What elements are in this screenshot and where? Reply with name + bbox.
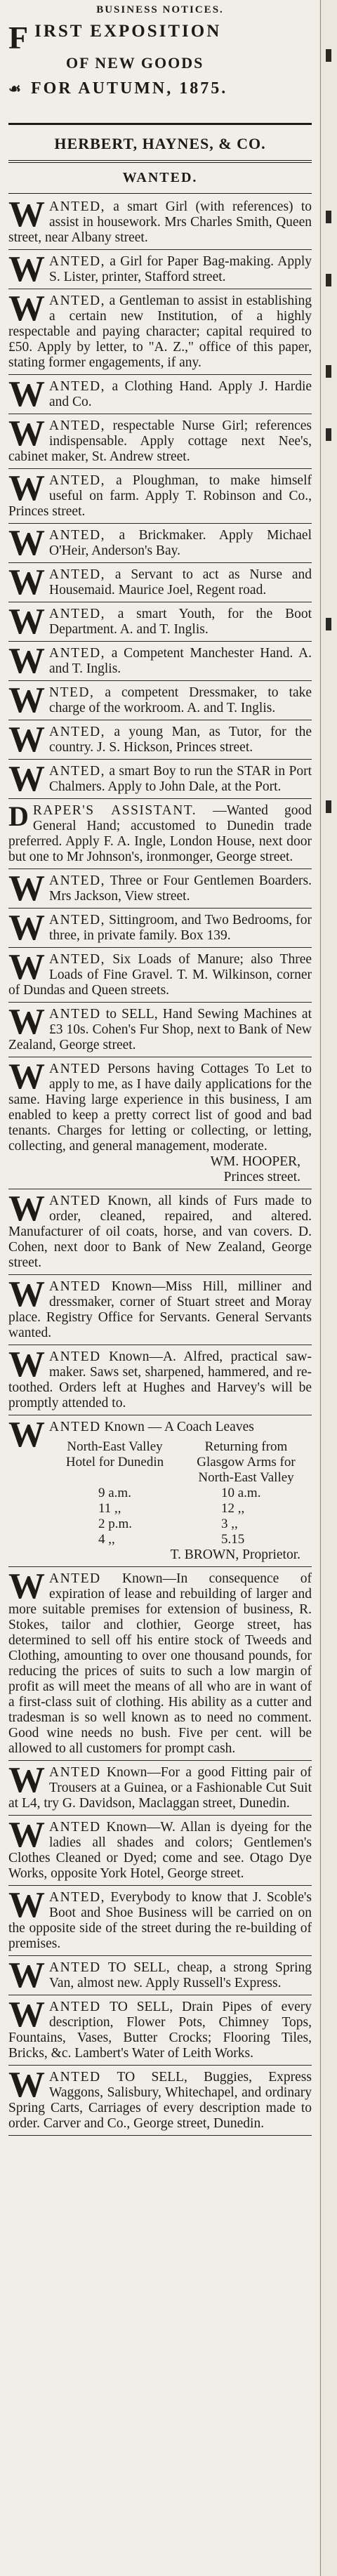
ad-signature-address: Princes street. <box>223 1170 300 1184</box>
ad-drop-cap: W <box>8 759 45 799</box>
ad-drop-cap: W <box>8 947 45 987</box>
classified-ad <box>8 1057 312 1189</box>
wanted-heading: WANTED. <box>122 170 198 185</box>
ad-lead-word: ANTED, <box>49 764 105 779</box>
classified-ad <box>8 1886 312 1956</box>
ad-lead-word: ANTED, <box>49 528 105 543</box>
ad-body: a smart Youth, for the Boot Department. A. and T. Inglis. <box>49 607 312 637</box>
ad-lead-word: ANTED <box>49 1820 101 1835</box>
exposition-line-3 <box>8 79 227 98</box>
ad-body: a Gentleman to assist in establishing a certain new Institution, of a highly respectable and paying character; capital required to £50. Apply by letter, to "A. Z.," office of this paper, stating former engagements, if any. <box>8 293 312 370</box>
classified-ad <box>8 1345 312 1415</box>
ad-drop-cap: W <box>8 2065 45 2105</box>
ad-body: Known, all kinds of Furs made to order, cleaned, repaired, and altered. Manufacturer of oil coats, horse, and van covers. D. Cohen, next door to Bank of New Zealand, George street. <box>8 1194 312 1270</box>
classified-ad <box>8 524 312 563</box>
ad-drop-cap: W <box>8 1345 45 1385</box>
ad-drop-cap: W <box>8 194 45 235</box>
exposition-drop-cap: F <box>8 20 31 55</box>
ad-body: a young Man, as Tutor, for the country. J. S. Hickson, Princes street. <box>49 725 312 755</box>
coach-time: 2 p.m. <box>98 1517 133 1531</box>
classified-ad <box>8 681 312 720</box>
classified-ad <box>8 375 312 414</box>
ad-lead-word: ANTED, <box>49 1890 105 1905</box>
ad-drop-cap: W <box>8 680 45 720</box>
ad-lead-word: ANTED <box>49 1571 101 1586</box>
classified-ads-list <box>8 195 312 2136</box>
ad-drop-cap: W <box>8 908 45 948</box>
ad-drop-cap: W <box>8 1955 45 1995</box>
ad-lead-word: NTED, <box>49 685 95 700</box>
classified-ad <box>8 1275 312 1345</box>
classified-ad <box>8 1995 312 2066</box>
coach-time: 4 ,, <box>98 1532 115 1547</box>
classified-ad <box>8 909 312 948</box>
ad-lead-word: ANTED <box>49 1349 101 1364</box>
classified-ad <box>8 1189 312 1275</box>
ad-body: Persons having Cottages To Let to apply to me, as I have daily applications for the same. Having large experience in this business, I am enabled to keep a pretty correct list of good and bad tenants. Charges for letting or collecting, or letting, collecting, and general management, moderate. <box>8 1062 312 1154</box>
ad-drop-cap: W <box>8 1815 45 1855</box>
ad-body: —Wanted good General Hand; accustomed to Dunedin trade preferred. Apply F. A. Ingle, London House, next door but one to Mr Johnson's, ironmonger, George street. <box>8 803 312 864</box>
ad-drop-cap: W <box>8 562 45 602</box>
ad-lead-word: ANTED <box>49 1062 101 1076</box>
ad-lead-word: ANTED, <box>49 725 105 739</box>
ad-lead-word: ANTED, <box>49 567 105 582</box>
ad-body: Known—Miss Hill, milliner and dressmaker, corner of Stuart street and Moray place. Registry Office for Servants. General Servants wanted. <box>8 1279 312 1340</box>
ad-body: TO SELL, Drain Pipes of every description, Flower Pots, Chimney Tops, Fountains, Vases, Butter Crocks; Flooring Tiles, Bricks, &c. Lambert's Water of Leith Works. <box>8 2000 312 2061</box>
classified-ad <box>8 799 312 869</box>
adjacent-column-fragment <box>324 0 337 2576</box>
ad-drop-cap: D <box>8 800 29 832</box>
ad-drop-cap: W <box>8 374 45 414</box>
ad-drop-cap: W <box>8 868 45 909</box>
divider <box>8 193 312 194</box>
coach-time: 10 a.m. <box>221 1486 261 1500</box>
section-heading: BUSINESS NOTICES. <box>96 4 224 15</box>
ad-body: to SELL, Hand Sewing Machines at £3 10s. Cohen's Fur Shop, next to Bank of New Zealand, George street. <box>8 1007 312 1052</box>
text-fragment <box>326 365 331 378</box>
ad-body: a smart Boy to run the STAR in Port Chalmers. Apply to John Dale, at the Port. <box>49 764 312 794</box>
ad-lead-word: ANTED <box>49 1960 101 1975</box>
divider <box>8 160 312 161</box>
ad-lead-word: ANTED, <box>49 607 105 621</box>
ad-lead-word: ANTED, <box>49 293 105 308</box>
ad-body: Known—For a good Fitting pair of Trousers at a Guinea, or a Fashionable Cut Suit at L4, try G. Davidson, Maclaggan street, Dunedin. <box>8 1765 312 1811</box>
classified-ad <box>8 1816 312 1886</box>
coach-return-times <box>180 1486 312 1547</box>
ad-body: a Clothing Hand. Apply J. Hardie and Co. <box>49 379 312 409</box>
ad-drop-cap: W <box>8 414 45 454</box>
coach-departure-times <box>49 1486 180 1547</box>
ad-body: Sittingroom, and Two Bedrooms, for three, in private family. Box 139. <box>49 913 312 943</box>
classified-ad <box>8 1761 312 1816</box>
classified-ad <box>8 195 312 250</box>
ad-drop-cap: W <box>8 720 45 760</box>
coach-departure-heading: North-East Valley Hotel for Dunedin <box>65 1439 164 1469</box>
text-fragment <box>326 274 331 286</box>
ad-signature: WM. HOOPER, <box>210 1154 300 1169</box>
ad-body: Six Loads of Manure; also Three Loads of Fine Gravel. T. M. Wilkinson, corner of Dundas and Queen streets. <box>8 952 312 998</box>
ad-lead-word: ANTED <box>49 1420 101 1434</box>
ad-lead-word: ANTED, <box>49 873 105 888</box>
classified-ad <box>8 602 312 642</box>
coach-time: 12 ,, <box>221 1501 245 1516</box>
classified-ad <box>8 1956 312 1995</box>
classified-ad <box>8 289 312 375</box>
ad-drop-cap: W <box>8 1189 45 1229</box>
ad-body: TO SELL, Buggies, Express Waggons, Salisbury, Whitechapel, and ordinary Spring Carts, Carriages of every description made to order. Carver and Co., George street, Dunedin. <box>8 2070 312 2131</box>
ad-drop-cap: W <box>8 1995 45 2035</box>
ad-drop-cap: W <box>8 641 45 681</box>
ad-lead-word: ANTED <box>49 1007 101 1022</box>
classified-ad <box>8 1415 312 1567</box>
ad-drop-cap: W <box>8 523 45 563</box>
ad-drop-cap: W <box>8 1760 45 1800</box>
exposition-advert <box>8 22 312 119</box>
ad-lead-word: ANTED <box>49 2000 101 2014</box>
ad-lead-word: ANTED <box>49 1194 101 1208</box>
ad-lead-word: ANTED, <box>49 199 105 214</box>
exposition-title: IRST EXPOSITION <box>34 22 222 41</box>
ad-body: Known—W. Allan is dyeing for the ladies all shades and colors; Gentlemen's Clothes Cleaned or Dyed; come and see. Otago Dye Works, opposite York Hotel, George street. <box>8 1820 312 1881</box>
ad-body: a Girl for Paper Bag-making. Apply S. Lister, printer, Stafford street. <box>49 254 312 284</box>
exposition-line-1 <box>8 22 221 54</box>
ad-drop-cap: W <box>8 249 45 289</box>
classified-ad <box>8 869 312 909</box>
coach-return-heading: Returning from Glasgow Arms for North-East Valley <box>197 1439 296 1485</box>
coach-timetable <box>49 1439 312 1547</box>
coach-time: 3 ,, <box>221 1517 238 1531</box>
exposition-line-2: OF NEW GOODS <box>66 54 204 72</box>
ad-drop-cap: W <box>8 1057 45 1097</box>
classified-ad <box>8 414 312 469</box>
coach-time: 5.15 <box>221 1532 245 1547</box>
ad-body: a competent Dressmaker, to take charge of the workroom. A. and T. Inglis. <box>49 685 312 715</box>
ad-body: a Brickmaker. Apply Michael O'Heir, Anderson's Bay. <box>49 528 312 558</box>
ad-body: Known—In consequence of expiration of lease and rebuilding of larger and more suitable premises for extension of business, R. Stokes, tailor and clothier, George street, has determined to sell off his entire stock of Tweeds and Clothing, amounting to over one thousand pounds, for reducing the prices of suits to such a low margin of profit as will meet the means of all who are in want of a first-class suit of clothing. His ability as a cutter and tradesman is so well known as to need no comment. Good wine needs no bush. Five per cent. will be allowed to all customers for prompt cash. <box>8 1571 312 1756</box>
ad-lead-word: ANTED, <box>49 473 105 488</box>
ad-lead-word: ANTED, <box>49 952 105 967</box>
classified-ad <box>8 2066 312 2136</box>
classified-ad <box>8 760 312 799</box>
ad-lead-word: ANTED, <box>49 254 105 269</box>
ad-body: respectable Nurse Girl; references indispensable. Apply cottage next Nee's, cabinet maker, St. Andrew street. <box>8 418 312 464</box>
ad-lead-word: RAPER'S ASSISTANT. <box>32 803 197 818</box>
ad-lead-word: ANTED <box>49 1765 101 1780</box>
classified-ad <box>8 563 312 602</box>
text-fragment <box>326 800 331 813</box>
ad-drop-cap: W <box>8 468 45 508</box>
classified-ad <box>8 250 312 289</box>
ad-lead-word: ANTED, <box>49 418 105 433</box>
coach-proprietor: T. BROWN, Proprietor. <box>170 1547 300 1562</box>
coach-time: 11 ,, <box>98 1501 121 1516</box>
ad-drop-cap: W <box>8 1566 45 1606</box>
firm-name: HERBERT, HAYNES, & CO. <box>54 135 266 152</box>
exposition-season: FOR AUTUMN, 1875. <box>30 79 228 98</box>
ad-body: Everybody to know that J. Scoble's Boot and Shoe Business will be carried on on the opposite side of the street during the re-building of premises. <box>8 1890 312 1951</box>
ad-lead-word: ANTED, <box>49 379 105 394</box>
column-rule <box>320 0 321 2576</box>
ad-body: Known — A Coach Leaves <box>104 1420 254 1434</box>
ad-lead-word: ANTED <box>49 2070 101 2085</box>
classified-ad <box>8 642 312 681</box>
ad-drop-cap: W <box>8 1274 45 1314</box>
classified-ad <box>8 720 312 760</box>
ad-lead-word: ANTED, <box>49 646 105 661</box>
classified-ad <box>8 1003 312 1057</box>
ad-body: Three or Four Gentlemen Boarders. Mrs Jackson, View street. <box>49 873 312 904</box>
ad-body: a Servant to act as Nurse and Housemaid. Maurice Joel, Regent road. <box>49 567 312 597</box>
ad-body: Known—A. Alfred, practical saw-maker. Saws set, sharpened, hammered, and re-toothed. Orders left at Hughes and Harvey's will be promptly attended to. <box>8 1349 312 1411</box>
coach-time: 9 a.m. <box>98 1486 131 1500</box>
fleuron-icon: ☙ <box>8 81 21 97</box>
text-fragment <box>326 428 331 441</box>
ad-lead-word: ANTED, <box>49 913 105 927</box>
text-fragment <box>326 49 331 62</box>
divider <box>8 123 312 125</box>
divider <box>8 162 312 163</box>
ad-drop-cap: W <box>8 1002 45 1042</box>
ad-body: a Competent Manchester Hand. A. and T. Inglis. <box>49 646 312 676</box>
text-fragment <box>326 211 331 223</box>
classified-ad <box>8 948 312 1003</box>
ad-drop-cap: W <box>8 1415 45 1455</box>
ad-body: TO SELL, cheap, a strong Spring Van, almost new. Apply Russell's Express. <box>49 1960 312 1990</box>
ad-drop-cap: W <box>8 289 45 329</box>
text-fragment <box>326 618 331 630</box>
ad-body: a smart Girl (with references) to assist in housework. Mrs Charles Smith, Queen street, near Albany street. <box>8 199 312 245</box>
ad-drop-cap: W <box>8 602 45 642</box>
classified-ad <box>8 1567 312 1761</box>
classified-ad <box>8 469 312 524</box>
ad-lead-word: ANTED <box>49 1279 101 1294</box>
ad-drop-cap: W <box>8 1885 45 1925</box>
ad-body: a Ploughman, to make himself useful on farm. Apply T. Robinson and Co., Princes street. <box>8 473 312 519</box>
